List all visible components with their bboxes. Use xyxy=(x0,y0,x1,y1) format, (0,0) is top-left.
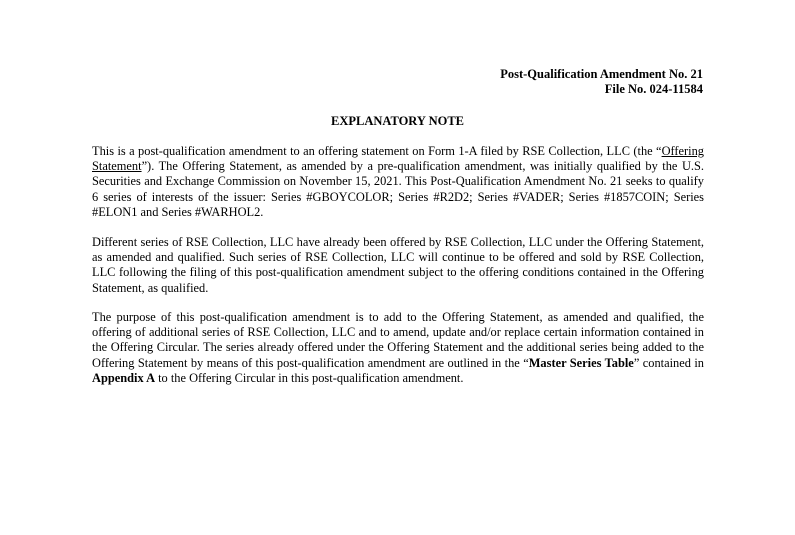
document-header xyxy=(500,67,703,97)
defined-term-offering-statement: Offering Statement xyxy=(92,144,704,174)
purpose-text-1: The purpose of this post-qualification amendment is to add to the Offering Statement, as amended and qualified, the offering of additional series of RSE Collection, LLC and to amend, update and/or replace certain information contained in the Offering Circular. The series already offered under the Offering Statement and the additional series being added to the Offering Statement by means of this post-qualification amendment are outlined in the “ xyxy=(92,310,704,370)
paragraph-intro xyxy=(92,144,704,220)
file-number: File No. 024-11584 xyxy=(604,82,703,96)
intro-text-1: This is a post-qualification amendment to an offering statement on Form 1-A filed by RSE Collection, LLC (the “ xyxy=(92,144,662,158)
purpose-text-3: to the Offering Circular in this post-qualification amendment. xyxy=(155,370,464,385)
intro-text-2: ”). The Offering Statement, as amended by a pre-qualification amendment, was initially qualified by the U.S. Securities and Exchange Commission on November 15, 2021. This Post-Qualification Amendment No. 21 seeks to qualify 6 series of interests of the issuer: Series #GBOYCOLOR; Series #R2D2; Series #VADER; Series #1857COIN; Series #ELON1 and Series #WARHOL2. xyxy=(92,159,704,219)
purpose-text-2: ” contained in xyxy=(633,355,704,370)
page-title: EXPLANATORY NOTE xyxy=(330,114,465,128)
paragraph-purpose xyxy=(92,310,704,386)
master-series-table-term: Master Series Table xyxy=(528,355,634,370)
paragraph-series-offered: Different series of RSE Collection, LLC have already been offered by RSE Collection, LLC under the Offering Statement, as amended and qualified. Such series of RSE Collection, LLC will continue to be offered and sold by RSE Collection, LLC following the filing of this post-qualification amendment subject to the offering conditions contained in the Offering Statement, as qualified. xyxy=(92,235,704,295)
appendix-a-term: Appendix A xyxy=(92,370,156,385)
amendment-number: Post-Qualification Amendment No. 21 xyxy=(500,67,703,81)
